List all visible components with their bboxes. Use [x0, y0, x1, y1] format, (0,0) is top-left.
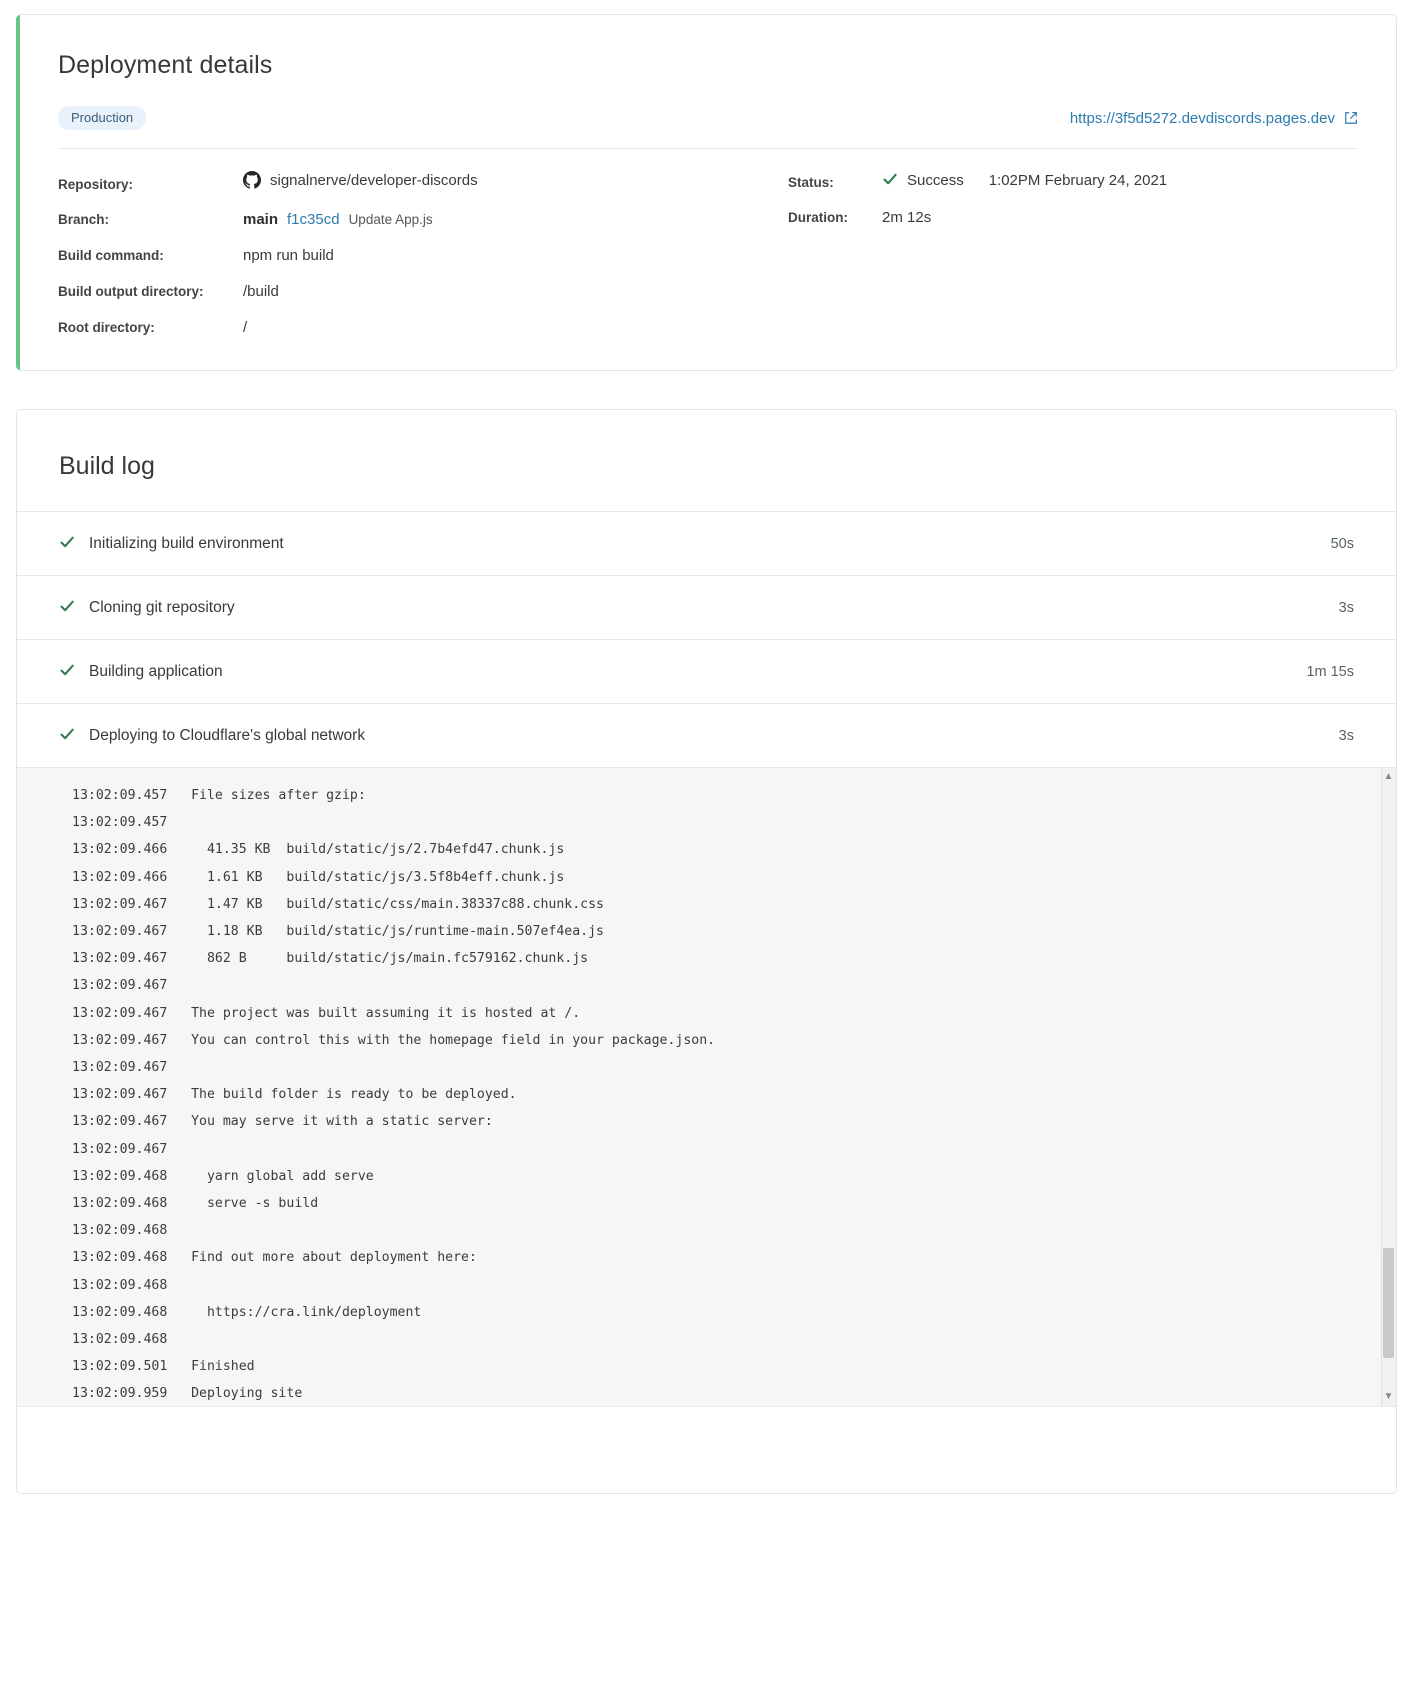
- build-output-directory-label: Build output directory:: [58, 284, 204, 299]
- build-step[interactable]: [17, 703, 1396, 767]
- build-command-label: Build command:: [58, 248, 164, 263]
- build-step-duration: 3s: [1338, 727, 1354, 744]
- build-log-line: [72, 836, 1356, 863]
- build-step-left: [59, 726, 365, 745]
- build-log-line: [72, 891, 1356, 918]
- build-step[interactable]: [17, 639, 1396, 703]
- build-log-text: [167, 815, 191, 830]
- build-log-timestamp: 13:02:09.467: [72, 1114, 168, 1130]
- build-log-text: 1.61 KB build/static/js/3.5f8b4eff.chunk.js: [167, 869, 565, 885]
- status-label: Status:: [788, 175, 834, 190]
- status-value: [882, 171, 1167, 190]
- root-directory-value: /: [243, 319, 248, 336]
- build-log-line: [72, 864, 1356, 891]
- build-log-timestamp: 13:02:09.468: [72, 1250, 168, 1266]
- build-log-line: [72, 918, 1356, 945]
- build-step-left: [59, 598, 235, 617]
- check-icon: [59, 598, 75, 617]
- build-log-timestamp: 13:02:09.501: [72, 1359, 168, 1375]
- build-log-line: [72, 782, 1356, 809]
- build-log-text: serve -s build: [167, 1196, 319, 1212]
- build-log-line: [72, 1190, 1356, 1217]
- build-log-timestamp: 13:02:09.467: [72, 1032, 168, 1048]
- build-log-scrollbar[interactable]: [1381, 768, 1396, 1406]
- build-log-text: 1.18 KB build/static/js/runtime-main.507ef4ea.js: [167, 924, 604, 940]
- build-step[interactable]: [17, 575, 1396, 639]
- build-log-line: [72, 1353, 1356, 1380]
- build-log-timestamp: 13:02:09.468: [72, 1304, 168, 1320]
- root-directory-label: Root directory:: [58, 320, 155, 335]
- build-log-line: [72, 1000, 1356, 1027]
- build-command-value: npm run build: [243, 247, 334, 264]
- build-log-timestamp: 13:02:09.467: [72, 1060, 168, 1076]
- build-log-timestamp: 13:02:09.467: [72, 896, 168, 912]
- status-text: Success: [907, 172, 964, 189]
- build-log-timestamp: 13:02:09.468: [72, 1277, 168, 1293]
- check-icon: [59, 726, 75, 745]
- badge-row: [58, 106, 1358, 149]
- commit-message: Update App.js: [348, 212, 433, 227]
- build-log-timestamp: 13:02:09.467: [72, 1087, 168, 1103]
- build-log-line: [72, 1081, 1356, 1108]
- build-log-text: [167, 1278, 191, 1293]
- build-step-duration: 1m 15s: [1306, 663, 1354, 680]
- build-log-timestamp: 13:02:09.467: [72, 1005, 168, 1021]
- build-log-text: Find out more about deployment here:: [167, 1250, 477, 1266]
- build-log-footer: [17, 1407, 1396, 1493]
- build-log-text: [167, 1142, 191, 1157]
- build-log-line: [72, 809, 1356, 836]
- build-log-line: [72, 1163, 1356, 1190]
- build-log-text: [167, 978, 191, 993]
- scroll-down-arrow-icon[interactable]: ▼: [1383, 1391, 1394, 1402]
- duration-value: 2m 12s: [882, 209, 932, 226]
- check-icon: [59, 534, 75, 553]
- build-log-text: [167, 1332, 191, 1347]
- build-log-timestamp: 13:02:09.467: [72, 951, 168, 967]
- build-log-console: [17, 767, 1396, 1407]
- build-log-output[interactable]: [17, 768, 1396, 1406]
- root-directory-row: [58, 319, 734, 336]
- build-log-text: [167, 1223, 191, 1238]
- build-log-line: [72, 1326, 1356, 1353]
- build-log-line: [72, 1108, 1356, 1135]
- build-log-timestamp: 13:02:09.468: [72, 1223, 168, 1239]
- build-log-line: [72, 1217, 1356, 1244]
- build-log-title: Build log: [59, 452, 155, 480]
- metadata-left-column: [58, 171, 734, 336]
- build-log-text: 862 B build/static/js/main.fc579162.chunk.js: [167, 951, 589, 967]
- repository-row: [58, 171, 734, 192]
- build-log-timestamp: 13:02:09.457: [72, 788, 168, 803]
- build-step-label: Building application: [89, 662, 223, 680]
- build-log-line: [72, 1027, 1356, 1054]
- build-log-timestamp: 13:02:09.468: [72, 1332, 168, 1348]
- build-log-line: [72, 1299, 1356, 1326]
- branch-row: [58, 211, 734, 228]
- branch-value: [243, 211, 433, 228]
- branch-label: Branch:: [58, 212, 110, 227]
- build-output-directory-row: [58, 283, 734, 300]
- build-log-text: 41.35 KB build/static/js/2.7b4efd47.chunk.js: [167, 842, 565, 858]
- build-step-label: Deploying to Cloudflare's global network: [89, 726, 366, 744]
- build-log-line: [72, 1272, 1356, 1299]
- build-log-card: [16, 409, 1397, 1494]
- build-step-left: [59, 534, 284, 553]
- scroll-up-arrow-icon[interactable]: ▲: [1383, 771, 1394, 782]
- build-step[interactable]: [17, 511, 1396, 575]
- build-log-timestamp: 13:02:09.468: [72, 1168, 168, 1184]
- repository-name: signalnerve/developer-discords: [270, 171, 478, 189]
- metadata-grid: [58, 149, 1358, 336]
- repository-label: Repository:: [58, 177, 134, 192]
- build-log-timestamp: 13:02:09.467: [72, 924, 168, 940]
- repository-value: [243, 171, 478, 189]
- check-icon: [59, 662, 75, 681]
- build-log-timestamp: 13:02:09.466: [72, 842, 168, 858]
- external-link-icon: [1344, 111, 1358, 125]
- status-timestamp: 1:02PM February 24, 2021: [988, 172, 1168, 189]
- deployment-url-text: https://3f5d5272.devdiscords.pages.dev: [1069, 109, 1335, 127]
- commit-hash-link[interactable]: f1c35cd: [287, 211, 340, 228]
- build-log-text: Finished: [167, 1359, 255, 1375]
- build-step-label: Initializing build environment: [89, 534, 284, 552]
- build-log-timestamp: 13:02:09.959: [72, 1386, 168, 1402]
- metadata-right-column: [734, 171, 1358, 336]
- build-log-timestamp: 13:02:09.468: [72, 1196, 168, 1212]
- build-step-label: Cloning git repository: [89, 598, 235, 616]
- duration-label: Duration:: [788, 210, 848, 225]
- build-step-duration: 3s: [1338, 599, 1354, 616]
- build-log-timestamp: 13:02:09.457: [72, 815, 168, 831]
- duration-row: [788, 209, 1358, 226]
- build-log-line: [72, 1380, 1356, 1406]
- deployment-details-card: [16, 14, 1397, 371]
- build-log-timestamp: 13:02:09.467: [72, 1141, 168, 1157]
- build-log-line: [72, 1136, 1356, 1163]
- environment-badge: Production: [58, 106, 146, 130]
- build-log-line: [72, 1244, 1356, 1271]
- build-log-text: File sizes after gzip:: [167, 788, 366, 803]
- build-log-text: You may serve it with a static server:: [167, 1114, 493, 1130]
- build-log-timestamp: 13:02:09.467: [72, 978, 168, 994]
- build-log-line: [72, 972, 1356, 999]
- build-log-text: Deploying site: [167, 1386, 303, 1402]
- build-step-left: [59, 662, 223, 681]
- build-step-duration: 50s: [1330, 535, 1354, 552]
- build-log-text: The project was built assuming it is hosted at /.: [167, 1005, 581, 1021]
- branch-name: main: [243, 211, 279, 228]
- build-log-text: https://cra.link/deployment: [167, 1304, 422, 1320]
- build-log-timestamp: 13:02:09.466: [72, 869, 168, 885]
- build-log-text: yarn global add serve: [167, 1168, 374, 1184]
- build-log-text: 1.47 KB build/static/css/main.38337c88.chunk.css: [167, 896, 604, 912]
- github-icon: [243, 171, 261, 189]
- build-log-text: You can control this with the homepage field in your package.json.: [167, 1032, 716, 1048]
- deployment-url-link[interactable]: [1070, 110, 1358, 127]
- build-log-line: [72, 945, 1356, 972]
- scrollbar-thumb[interactable]: [1383, 1248, 1394, 1358]
- build-log-text: [167, 1060, 191, 1075]
- build-command-row: [58, 247, 734, 264]
- page-title: Deployment details: [58, 51, 273, 79]
- status-row: [788, 171, 1358, 190]
- check-icon: [882, 171, 898, 190]
- build-log-text: The build folder is ready to be deployed.: [167, 1087, 517, 1103]
- build-output-directory-value: /build: [243, 283, 279, 300]
- build-log-line: [72, 1054, 1356, 1081]
